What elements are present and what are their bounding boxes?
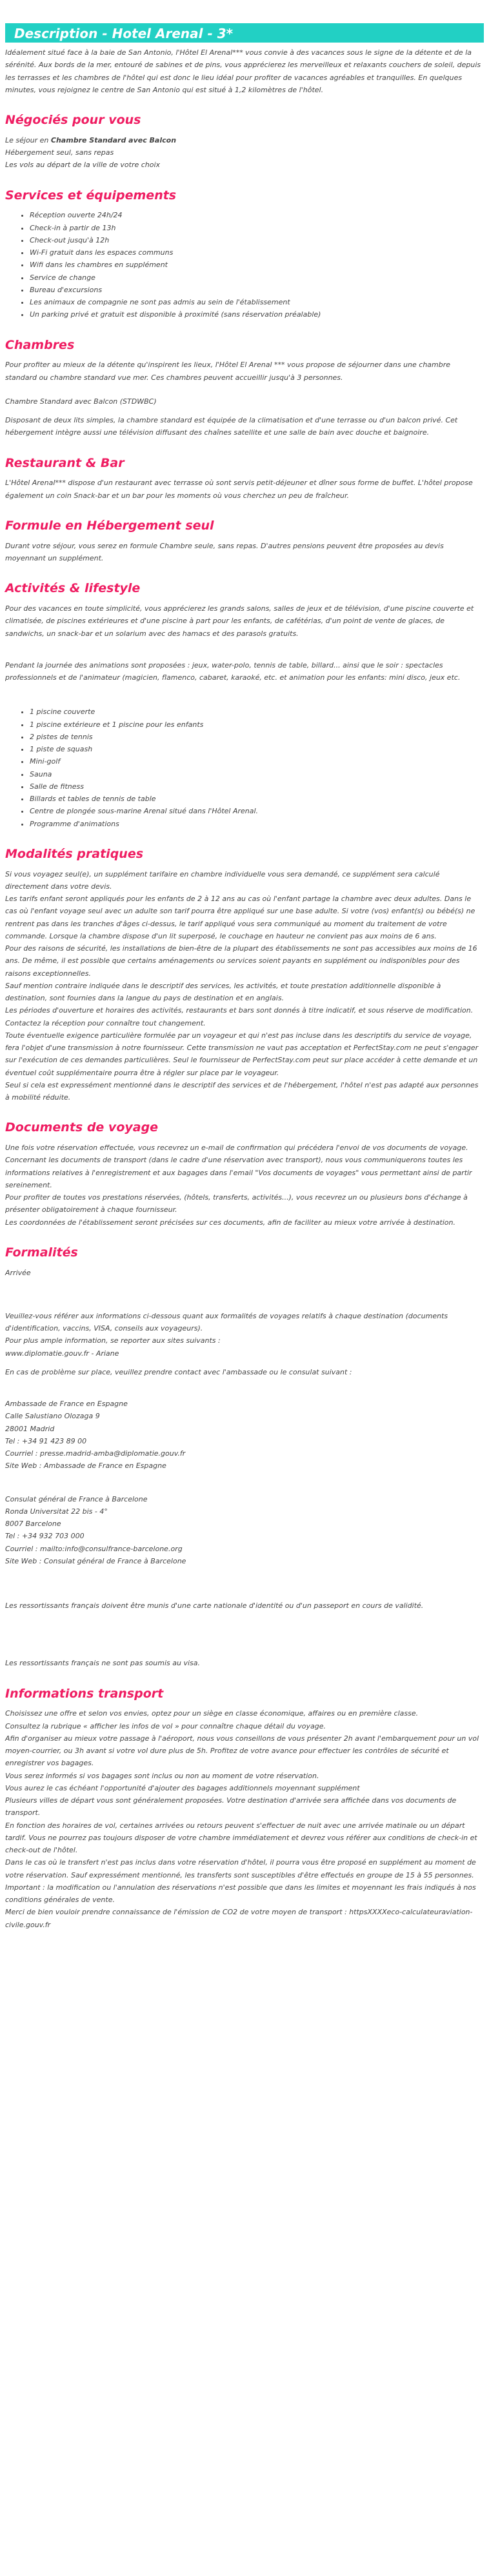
formalites-info-link[interactable]: www.diplomatie.gouv.fr - Ariane [5,1349,119,1358]
modalites-line: Seul si cela est expressément mentionné dans le descriptif des services et de l'hébergement, l'hôtel n'est pas adapté aux personnes à mobilité réduite. [5,1080,479,1102]
formalites-note-identite: Les ressortissants français doivent être munis d'une carte nationale d'identité ou d'un passeport en cours de validité. [5,1601,424,1610]
transport-line: Afin d'organiser au mieux votre passage à l'aéroport, nous vous conseillons de vous présenter 2h avant l'embarquement pour un vol moyen-courrier, ou 3h avant si votre vol dure plus de 5h. Profitez de votre avance pour effectuer les contrôles de sécurité et enregistrer vos bagages. [5,1734,479,1768]
list-item: • 1 piscine extérieure et 1 piscine pour les enfants [30,718,484,731]
modalites-line: Pour des raisons de sécurité, les installations de bien-être de la plupart des établissements ne sont pas accessibles aux moins de 16 ans. De même, il est possible que certains aménagements ou services soient payants en supplément ou indisponibles pour des raisons exceptionnelles. [5,944,477,978]
restaurant-paragraph: L'Hôtel Arenal*** dispose d'un restaurant avec terrasse où sont servis petit-déjeuner et dîner sous forme de buffet. L'hôtel propose également un coin Snack-bar et un bar pour les moments où vous cherchez un peu de fraîcheur. [5,479,473,500]
modalites-line: Toute éventuelle exigence particulière formulée par un voyageur et qui n'est pas incluse dans les descriptifs du service de voyage, fera l'objet d'une transmission à notre fournisseur. Cette transmission ne vaut pas acceptation et PerfectStay.com ne peut s'engager sur l'exécution de ces demandes particulières. Seul le fournisseur de PerfectStay.com peut sur place accéder à cette demande et un éventuel coût supplémentaire pourra être à régler sur place par le voyageur. [5,1031,479,1077]
section-title-modalites: Modalités pratiques [5,846,144,861]
section-title-formule: Formule en Hébergement seul [5,518,214,533]
page-title: Description - Hotel Arenal - 3* [14,26,234,41]
page-title-banner [5,23,484,43]
ambassade-line: 28001 Madrid [5,1424,55,1433]
formalites-probleme: En cas de problème sur place, veuillez prendre contact avec l'ambassade ou le consulat suivant : [5,1367,352,1376]
list-item: • Service de change [30,272,484,284]
animations-paragraph: Pendant la journée des animations sont proposées : jeux, water-polo, tennis de table, billard... ainsi que le soir : spectacles professionnels et de l'animateur (magicien, flamenco, cabaret, karaoké, etc. et animation pour les enfants: mini disco, jeux etc. [5,660,461,682]
transport-line: Vous aurez le cas échéant l'opportunité d'ajouter des bagages additionnels moyennant supplément [5,1783,360,1792]
list-item: • Check-in à partir de 13h [30,222,484,234]
transport-line: Merci de bien vouloir prendre connaissance de l'émission de CO2 de votre moyen de transport : httpsXXXXeco-calculateuraviation-civile.gouv.fr [5,1908,473,1929]
documents-line: Les coordonnées de l'établissement seront précisées sur ces documents, afin de faciliter au mieux votre arrivée à destination. [5,1218,456,1227]
chambres-subtitle: Chambre Standard avec Balcon (STDWBC) [5,397,157,406]
modalites-block [5,868,484,1104]
consulat-line: Tel : +34 932 703 000 [5,1532,85,1541]
list-item: • Réception ouverte 24h/24 [30,209,484,221]
negocies-room-prefix: Le séjour en [5,135,51,144]
ambassade-website[interactable]: Site Web : Ambassade de France en Espagne [5,1461,166,1471]
section-title-formalites: Formalités [5,1245,78,1260]
consulat-block [5,1493,484,1568]
transport-line: Important : la modification ou l'annulation des réservations n'est possible que dans les limites et moyennant les frais indiqués à nos conditions générales de vente. [5,1883,476,1905]
list-item: • Un parking privé et gratuit est disponible à proximité (sans réservation préalable) [30,308,484,321]
section-title-activites: Activités & lifestyle [5,581,141,596]
negocies-block [5,134,484,172]
ambassade-line: Tel : +34 91 423 89 00 [5,1436,87,1445]
documents-line: Concernant les documents de transport (dans le cadre d'une réservation avec transport), nous vous communiquerons toutes les informations relatives à l'enregistrement et aux bagages dans l'email "Vos documents de voyages" vous permettant ainsi de partir sereinement. [5,1156,472,1189]
ambassade-block [5,1398,484,1472]
activites-paragraph: Pour des vacances en toute simplicité, vous apprécierez les grands salons, salles de jeux et de télévision, d'une piscine couverte et climatisée, de piscines extérieures et d'une piscine à part pour les enfants, de cafétérias, d'un point de vente de glaces, de sandwichs, un snack-bar et un solarium avec des hamacs et des parasols gratuits. [5,604,474,638]
section-title-transport: Informations transport [5,1686,164,1701]
list-item: • Billards et tables de tennis de table [30,793,484,805]
page-content [0,23,489,1931]
ambassade-line: Calle Salustiano Olozaga 9 [5,1412,100,1421]
services-list [5,209,484,321]
list-item: • Wi-Fi gratuit dans les espaces communs [30,246,484,259]
list-item: • Centre de plongée sous-marine Arenal situé dans l'Hôtel Arenal. [30,805,484,817]
intro-paragraph: Idéalement situé face à la baie de San Antonio, l'Hôtel El Arenal*** vous convie à des vacances sous le signe de la détente et de la sérénité. Aux bords de la mer, entouré de sabines et de pins, vous apprécierez les merveilleux et relaxants couchers de soleil, depuis les terrasses et les chambres de l'hôtel qui est donc le lieu idéal pour profiter de vacances agréables et tranquilles. En quelques minutes, vous rejoignez le centre de San Antonio qui est situé à 1,2 kilomètres de l'hôtel. [5,48,481,94]
consulat-website[interactable]: Site Web : Consulat général de France à Barcelone [5,1556,186,1565]
transport-line: Consultez la rubrique « afficher les infos de vol » pour connaître chaque détail du voyage. [5,1721,326,1730]
transport-block [5,1707,484,1931]
list-item: • 1 piscine couverte [30,706,484,718]
modalites-line: Sauf mention contraire indiquée dans le descriptif des services, les activités, et toute prestation additionnelle disponible à destination, sont fournies dans la langue du pays de destination et en anglais. [5,981,441,1003]
activites-list [5,706,484,830]
list-item: • Programme d'animations [30,818,484,830]
chambres-paragraph: Pour profiter au mieux de la détente qu'inspirent les lieux, l'Hôtel El Arenal *** vous propose de séjourner dans une chambre standard ou chambre standard vue mer. Ces chambres peuvent accueillir jusqu'à 3 personnes. [5,361,451,382]
formalites-info-block [5,1310,484,1360]
ambassade-email[interactable]: Courriel : presse.madrid-amba@diplomatie.gouv.fr [5,1449,186,1458]
transport-line: Vous serez informés si vos bagages sont inclus ou non au moment de votre réservation. [5,1771,319,1780]
list-item: • Wifi dans les chambres en supplément [30,259,484,271]
section-title-documents: Documents de voyage [5,1120,159,1135]
consulat-line: 8007 Barcelone [5,1520,61,1529]
ambassade-line: Ambassade de France en Espagne [5,1400,128,1409]
transport-line: Choisissez une offre et selon vos envies, optez pour un siège en classe économique, affaires ou en première classe. [5,1709,419,1718]
formalites-arrivee: Arrivée [5,1268,31,1277]
formalites-info-line: Veuillez-vous référer aux informations ci-dessous quant aux formalités de voyages relatifs à chaque destination (documents d'identification, vaccins, VISA, conseils aux voyageurs). [5,1311,448,1333]
modalites-line: Les périodes d'ouverture et horaires des activités, restaurants et bars sont donnés à titre indicatif, et sous réserve de modification. Contactez la réception pour connaître tout changement. [5,1006,474,1027]
list-item: • Salle de fitness [30,780,484,793]
section-title-restaurant: Restaurant & Bar [5,455,125,470]
formalites-note-visa: Les ressortissants français ne sont pas soumis au visa. [5,1659,200,1668]
negocies-room-type: Chambre Standard avec Balcon [50,135,177,144]
list-item: • Check-out jusqu'à 12h [30,234,484,246]
modalites-line: Si vous voyagez seul(e), un supplément tarifaire en chambre individuelle vous sera demandé, ce supplément sera calculé directement dans votre devis. [5,869,440,891]
documents-line: Pour profiter de toutes vos prestations réservées, (hôtels, transferts, activités...), vous recevrez un ou plusieurs bons d'échange à présenter obligatoirement à chaque fournisseur. [5,1193,468,1214]
transport-line: En fonction des horaires de vol, certaines arrivées ou retours peuvent s'effectuer de nuit avec une arrivée matinale ou un départ tardif. Vous ne pourrez pas toujours disposer de votre chambre immédiatement et devrez vous référer aux conditions de check-in et check-out de l'hôtel. [5,1821,477,1855]
documents-block [5,1142,484,1229]
list-item: • Sauna [30,768,484,780]
negocies-line-board: Hébergement seul, sans repas [5,148,114,157]
consulat-line: Consulat général de France à Barcelone [5,1494,148,1503]
documents-line: Une fois votre réservation effectuée, vous recevrez un e-mail de confirmation qui précédera l'envoi de vos documents de voyage. [5,1144,468,1153]
negocies-line-flights: Les vols au départ de la ville de votre choix [5,161,161,170]
negocies-line-room [5,134,484,146]
list-item: • Mini-golf [30,755,484,768]
list-item: • Bureau d'excursions [30,284,484,296]
consulat-line: Ronda Universitat 22 bis - 4° [5,1507,108,1516]
formule-paragraph: Durant votre séjour, vous serez en formule Chambre seule, sans repas. D'autres pensions peuvent être proposées au devis moyennant un supplément. [5,541,444,562]
modalites-line: Les tarifs enfant seront appliqués pour les enfants de 2 à 12 ans au cas où l'enfant partage la chambre avec deux adultes. Dans le cas où l'enfant voyage seul avec un adulte son tarif pourra être appliqué sur une base adulte. Si votre (vos) enfant(s) ou bébé(s) ne rentrent pas dans les tranches d'âges ci-dessus, le tarif appliqué vous sera communiqué au moment du traitement de votre commande. Lorsque la chambre dispose d'un lit superposé, le couchage en hauteur ne convient pas aux moins de 6 ans. [5,895,475,940]
section-title-services: Services et équipements [5,188,177,203]
section-title-negocies: Négociés pour vous [5,113,141,127]
list-item: • 1 piste de squash [30,743,484,755]
formalites-info-line: Pour plus ample information, se reporter aux sites suivants : [5,1336,221,1345]
list-item: • 2 pistes de tennis [30,731,484,743]
section-title-chambres: Chambres [5,337,75,352]
consulat-email[interactable]: Courriel : mailto:info@consulfrance-barcelone.org [5,1544,183,1553]
list-item: • Les animaux de compagnie ne sont pas admis au sein de l'établissement [30,296,484,308]
chambres-description: Disposant de deux lits simples, la chambre standard est équipée de la climatisation et d'une terrasse ou d'un balcon privé. Cet hébergement intègre aussi une télévision diffusant des chaînes satellite et une salle de bain avec douche et baignoire. [5,416,458,437]
transport-line: Plusieurs villes de départ vous sont généralement proposées. Votre destination d'arrivée sera affichée dans vos documents de transport. [5,1796,457,1818]
transport-line: Dans le cas où le transfert n'est pas inclus dans votre réservation d'hôtel, il pourra vous être proposé en supplément au moment de votre réservation. Sauf expressément mentionné, les transferts sont susceptibles d'être effectués en groupe de 15 à 55 personnes. [5,1858,476,1879]
